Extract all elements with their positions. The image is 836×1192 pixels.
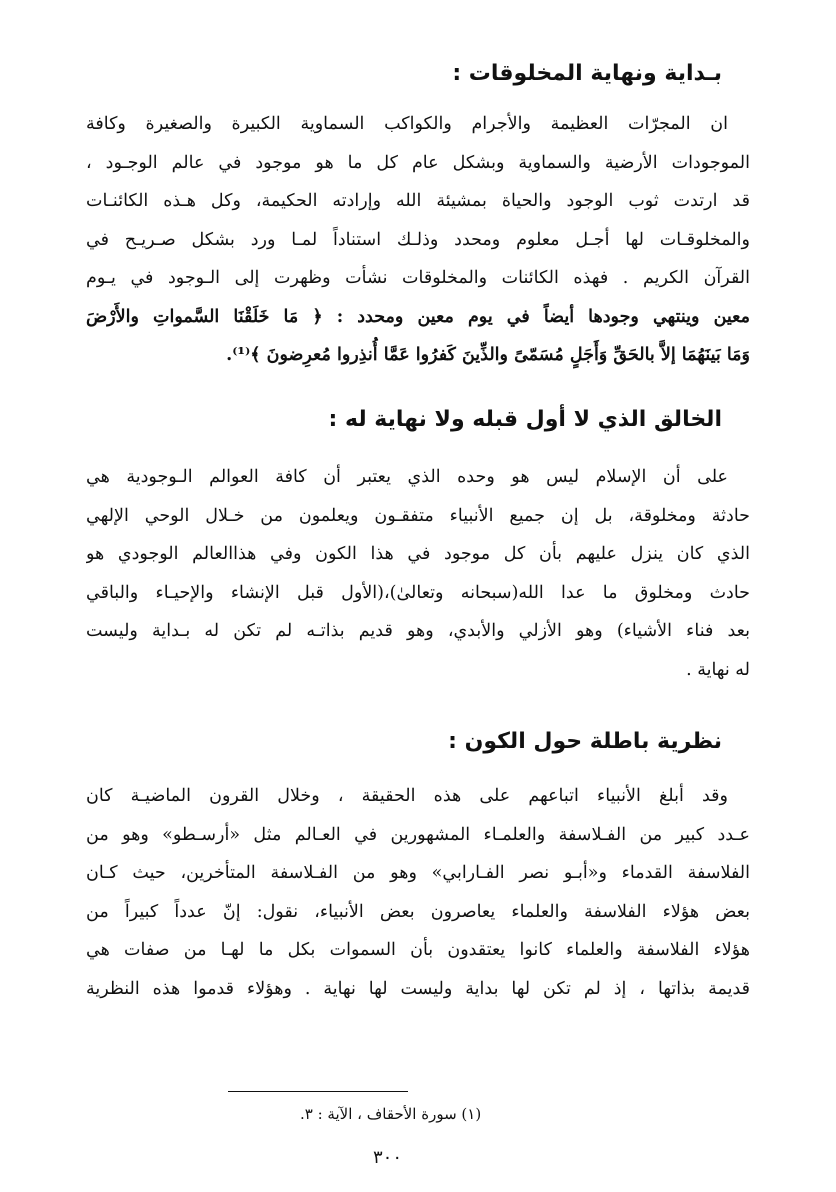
text-line-verse: وَمَا بَينَهُمَا إلاَّ بالحَقِّ وَأَجَلٍ مُسَمّىً والذِّينَ كَفرُوا عَمَّا أُنذِروا مُعرِضونَ ﴾⁽¹⁾. [226, 345, 750, 365]
text-line: الموجودات الأرضية والسماوية وبشكل عام كل ما هو موجود في عالم الوجـود ، [86, 152, 750, 173]
section-heading-creator: الخالق الذي لا أول قبله ولا نهاية له : [328, 407, 722, 432]
text-line-verse: معين وينتهي وجودها أيضاً في يوم معين ومحدد : ﴿ مَا خَلَقْنَا السَّمواتِ والأَرْضَ [86, 306, 750, 327]
paragraph-false-theory [86, 777, 750, 1008]
text-line: هؤلاء الفلاسفة والعلماء كانوا يعتقدون بأن السموات بكل ما لهـا من صفات هي [86, 940, 750, 960]
text-line: ان المجرّات العظيمة والأجرام والكواكب السماوية الكبيرة والصغيرة وكافة [86, 114, 728, 134]
text-line: بعد فناء الأشياء) وهو الأزلي والأبدي، وهو قديم بذاتـه لم تكن له بـداية وليست [86, 621, 750, 641]
footnote-divider [228, 1091, 408, 1092]
text-line: الذي كان ينزل عليهم بأن كل موجود في هذا الكون وفي هذاالعالم الوجودي هو [86, 544, 750, 564]
text-line: القرآن الكريم . فهذه الكائنات والمخلوقات نشأت وظهرت إلى الـوجود في يـوم [86, 268, 750, 288]
text-line: قديمة بذاتها ، إذ لم تكن لها بداية وليست لها نهاية . وهؤلاء قدموا هذه النظرية [86, 978, 750, 999]
section-heading-beginning-end: بـداية ونهاية المخلوقات : [452, 61, 722, 86]
text-line: الفلاسفة القدماء و«أبـو نصر الفـارابي» وهو من الفـلاسفة المتأخرين، حيث كـان [86, 863, 750, 883]
text-line: له نهاية . [686, 659, 750, 680]
text-line: بعض هؤلاء الفلاسفة والعلماء يعاصرون بعض الأنبياء، نقول: إنّ عدداً كبيراً من [86, 901, 750, 922]
text-line: حادث ومخلوق ما عدا الله(سبحانه وتعالىٰ)،(الأول قبل الإنشاء والإحيـاء والباقي [86, 582, 750, 603]
text-line: عـدد كبير من الفـلاسفة والعلمـاء المشهورين في العـالم مثل «أرسـطو» وهو من [86, 824, 750, 845]
section-heading-false-theory: نظرية باطلة حول الكون : [448, 729, 722, 754]
paragraph-beginning-end [86, 105, 750, 375]
footnote: (١) سورة الأحقاف ، الآية : ٣. [300, 1105, 482, 1123]
text-line: والمخلوقـات لها أجـل معلوم ومحدد وذلـك استناداً لمـا ورد بشكل صـريـح في [86, 229, 750, 250]
page-number: ٣٠٠ [373, 1147, 403, 1168]
text-line: قد ارتدت ثوب الوجود والحياة بمشيئة الله وإرادته الحكيمة، وكل هـذه الكائنـات [86, 191, 750, 211]
text-line: حادثة ومخلوقة، بل إن جميع الأنبياء متفقـون ويعلمون من خـلال الوحي الإلهي [86, 505, 750, 526]
paragraph-creator [86, 458, 750, 689]
text-line: وقد أبلغ الأنبياء اتباعهم على هذه الحقيقة ، وخلال القرون الماضيـة كان [86, 786, 728, 806]
text-line: على أن الإسلام ليس هو وحده الذي يعتبر أن كافة العوالم الـوجودية هي [86, 467, 728, 487]
